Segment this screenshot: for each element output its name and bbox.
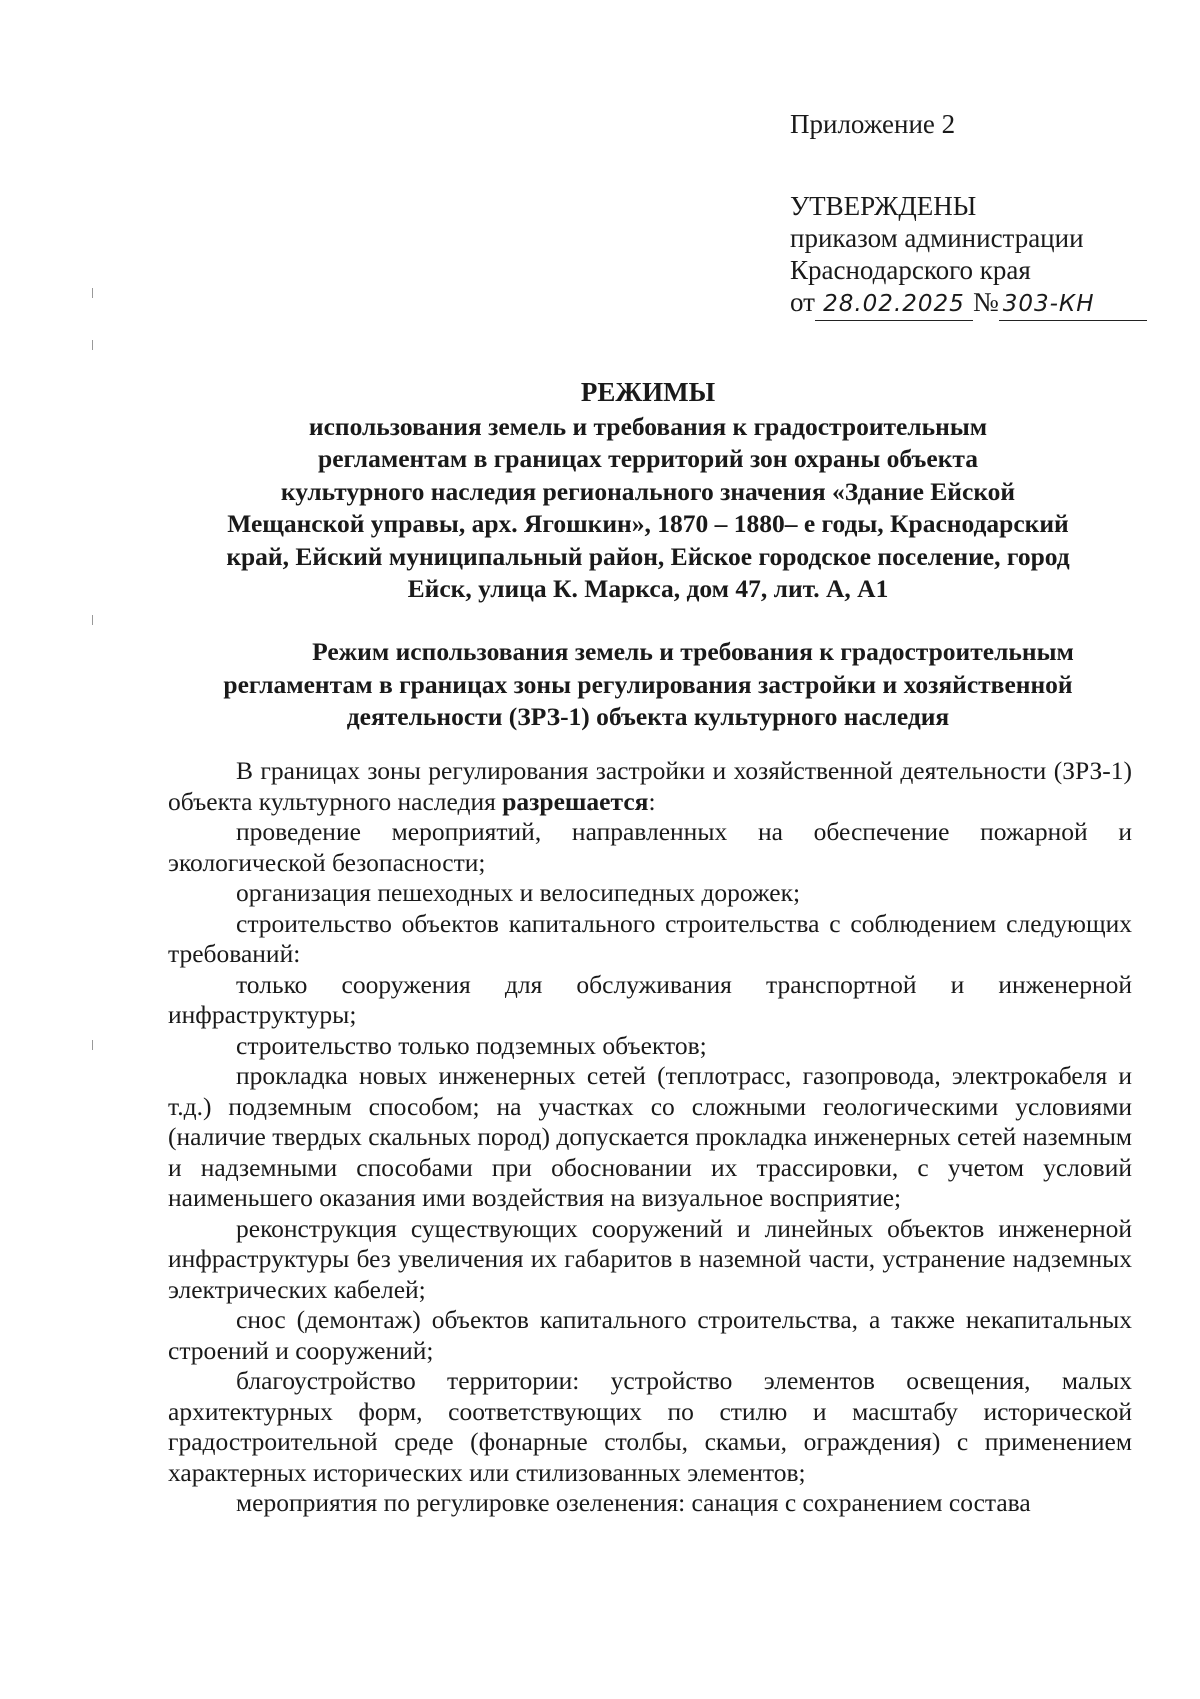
title-line: культурного наследия регионального значения «Здание Ейской	[280, 476, 1016, 506]
document-title	[168, 376, 1128, 606]
handwritten-number: 303-КН	[999, 288, 1147, 321]
main-title: РЕЖИМЫ	[580, 377, 716, 407]
body-paragraph: строительство объектов капитального строительства с соблюдением следующих требований:	[168, 908, 1132, 968]
body-paragraph: мероприятия по регулировке озеленения: санация с сохранением состава	[236, 1488, 1031, 1517]
title-line: использования земель и требования к градостроительным	[308, 411, 988, 441]
intro-paragraph	[168, 756, 1132, 817]
section-heading	[168, 636, 1128, 734]
intro-text: В границах зоны регулирования застройки и хозяйственной деятельности (ЗРЗ-1) объекта культурного наследия	[168, 756, 1132, 816]
body-paragraph: проведение мероприятий, направленных на обеспечение пожарной и экологической безопасности;	[168, 817, 1132, 877]
body-text	[168, 756, 1132, 1519]
approval-date-line	[790, 286, 1150, 321]
title-line: Мещанской управы, арх. Ягошкин», 1870 – 1880– е годы, Краснодарский	[227, 509, 1069, 538]
heading-line: Режим использования земель и требования к градостроительным	[312, 637, 1074, 666]
body-paragraph: прокладка новых инженерных сетей (теплотрасс, газопровода, электрокабеля и т.д.) подземным способом; на участках со сложными геологическими условиями (наличие твердых скальных пород) допускается прокладка инженерных сетей наземным и надземными способами при обосновании их трассировки, с учетом условий наименьшего оказания ими воздействия на визуальное восприятие;	[168, 1061, 1132, 1212]
body-paragraph: строительство только подземных объектов;	[236, 1030, 707, 1060]
number-prefix: №	[972, 287, 999, 317]
scan-mark	[92, 615, 93, 625]
handwritten-date: 28.02.2025	[815, 288, 973, 321]
approval-block	[790, 108, 1150, 321]
body-paragraph: реконструкция существующих сооружений и линейных объектов инженерной инфраструктуры без увеличения их габаритов в наземной части, устранение надземных электрических кабелей;	[168, 1213, 1132, 1304]
appendix-label: Приложение 2	[790, 109, 956, 139]
approved-label: УТВЕРЖДЕНЫ	[790, 191, 977, 221]
scan-mark	[92, 1040, 93, 1050]
heading-line: регламентам в границах зоны регулирования застройки и хозяйственной	[223, 669, 1073, 699]
title-line: Ейск, улица К. Маркса, дом 47, лит. А, А1	[407, 574, 889, 603]
date-prefix: от	[790, 287, 815, 317]
body-paragraph: снос (демонтаж) объектов капитального строительства, а также некапитальных строений и сооружений;	[168, 1305, 1132, 1365]
scan-mark	[92, 288, 93, 298]
body-paragraph: благоустройство территории: устройство элементов освещения, малых архитектурных форм, соответствующих по стилю и масштабу исторической градостроительной среде (фонарные столбы, скамьи, ограждения) с применением характерных исторических или стилизованных элементов;	[168, 1366, 1132, 1487]
heading-line: деятельности (ЗРЗ-1) объекта культурного наследия	[346, 702, 950, 731]
scan-mark	[92, 340, 93, 350]
body-paragraph: только сооружения для обслуживания транспортной и инженерной инфраструктуры;	[168, 969, 1132, 1029]
title-line: регламентам в границах территорий зон охраны объекта	[318, 444, 978, 473]
title-line: край, Ейский муниципальный район, Ейское городское поселение, город	[226, 541, 1070, 571]
approval-line-1: приказом администрации	[790, 223, 1084, 253]
intro-tail: :	[648, 786, 656, 816]
approval-line-2: Краснодарского края	[790, 255, 1031, 285]
intro-bold: разрешается	[502, 786, 649, 816]
body-paragraph: организация пешеходных и велосипедных дорожек;	[236, 878, 801, 907]
